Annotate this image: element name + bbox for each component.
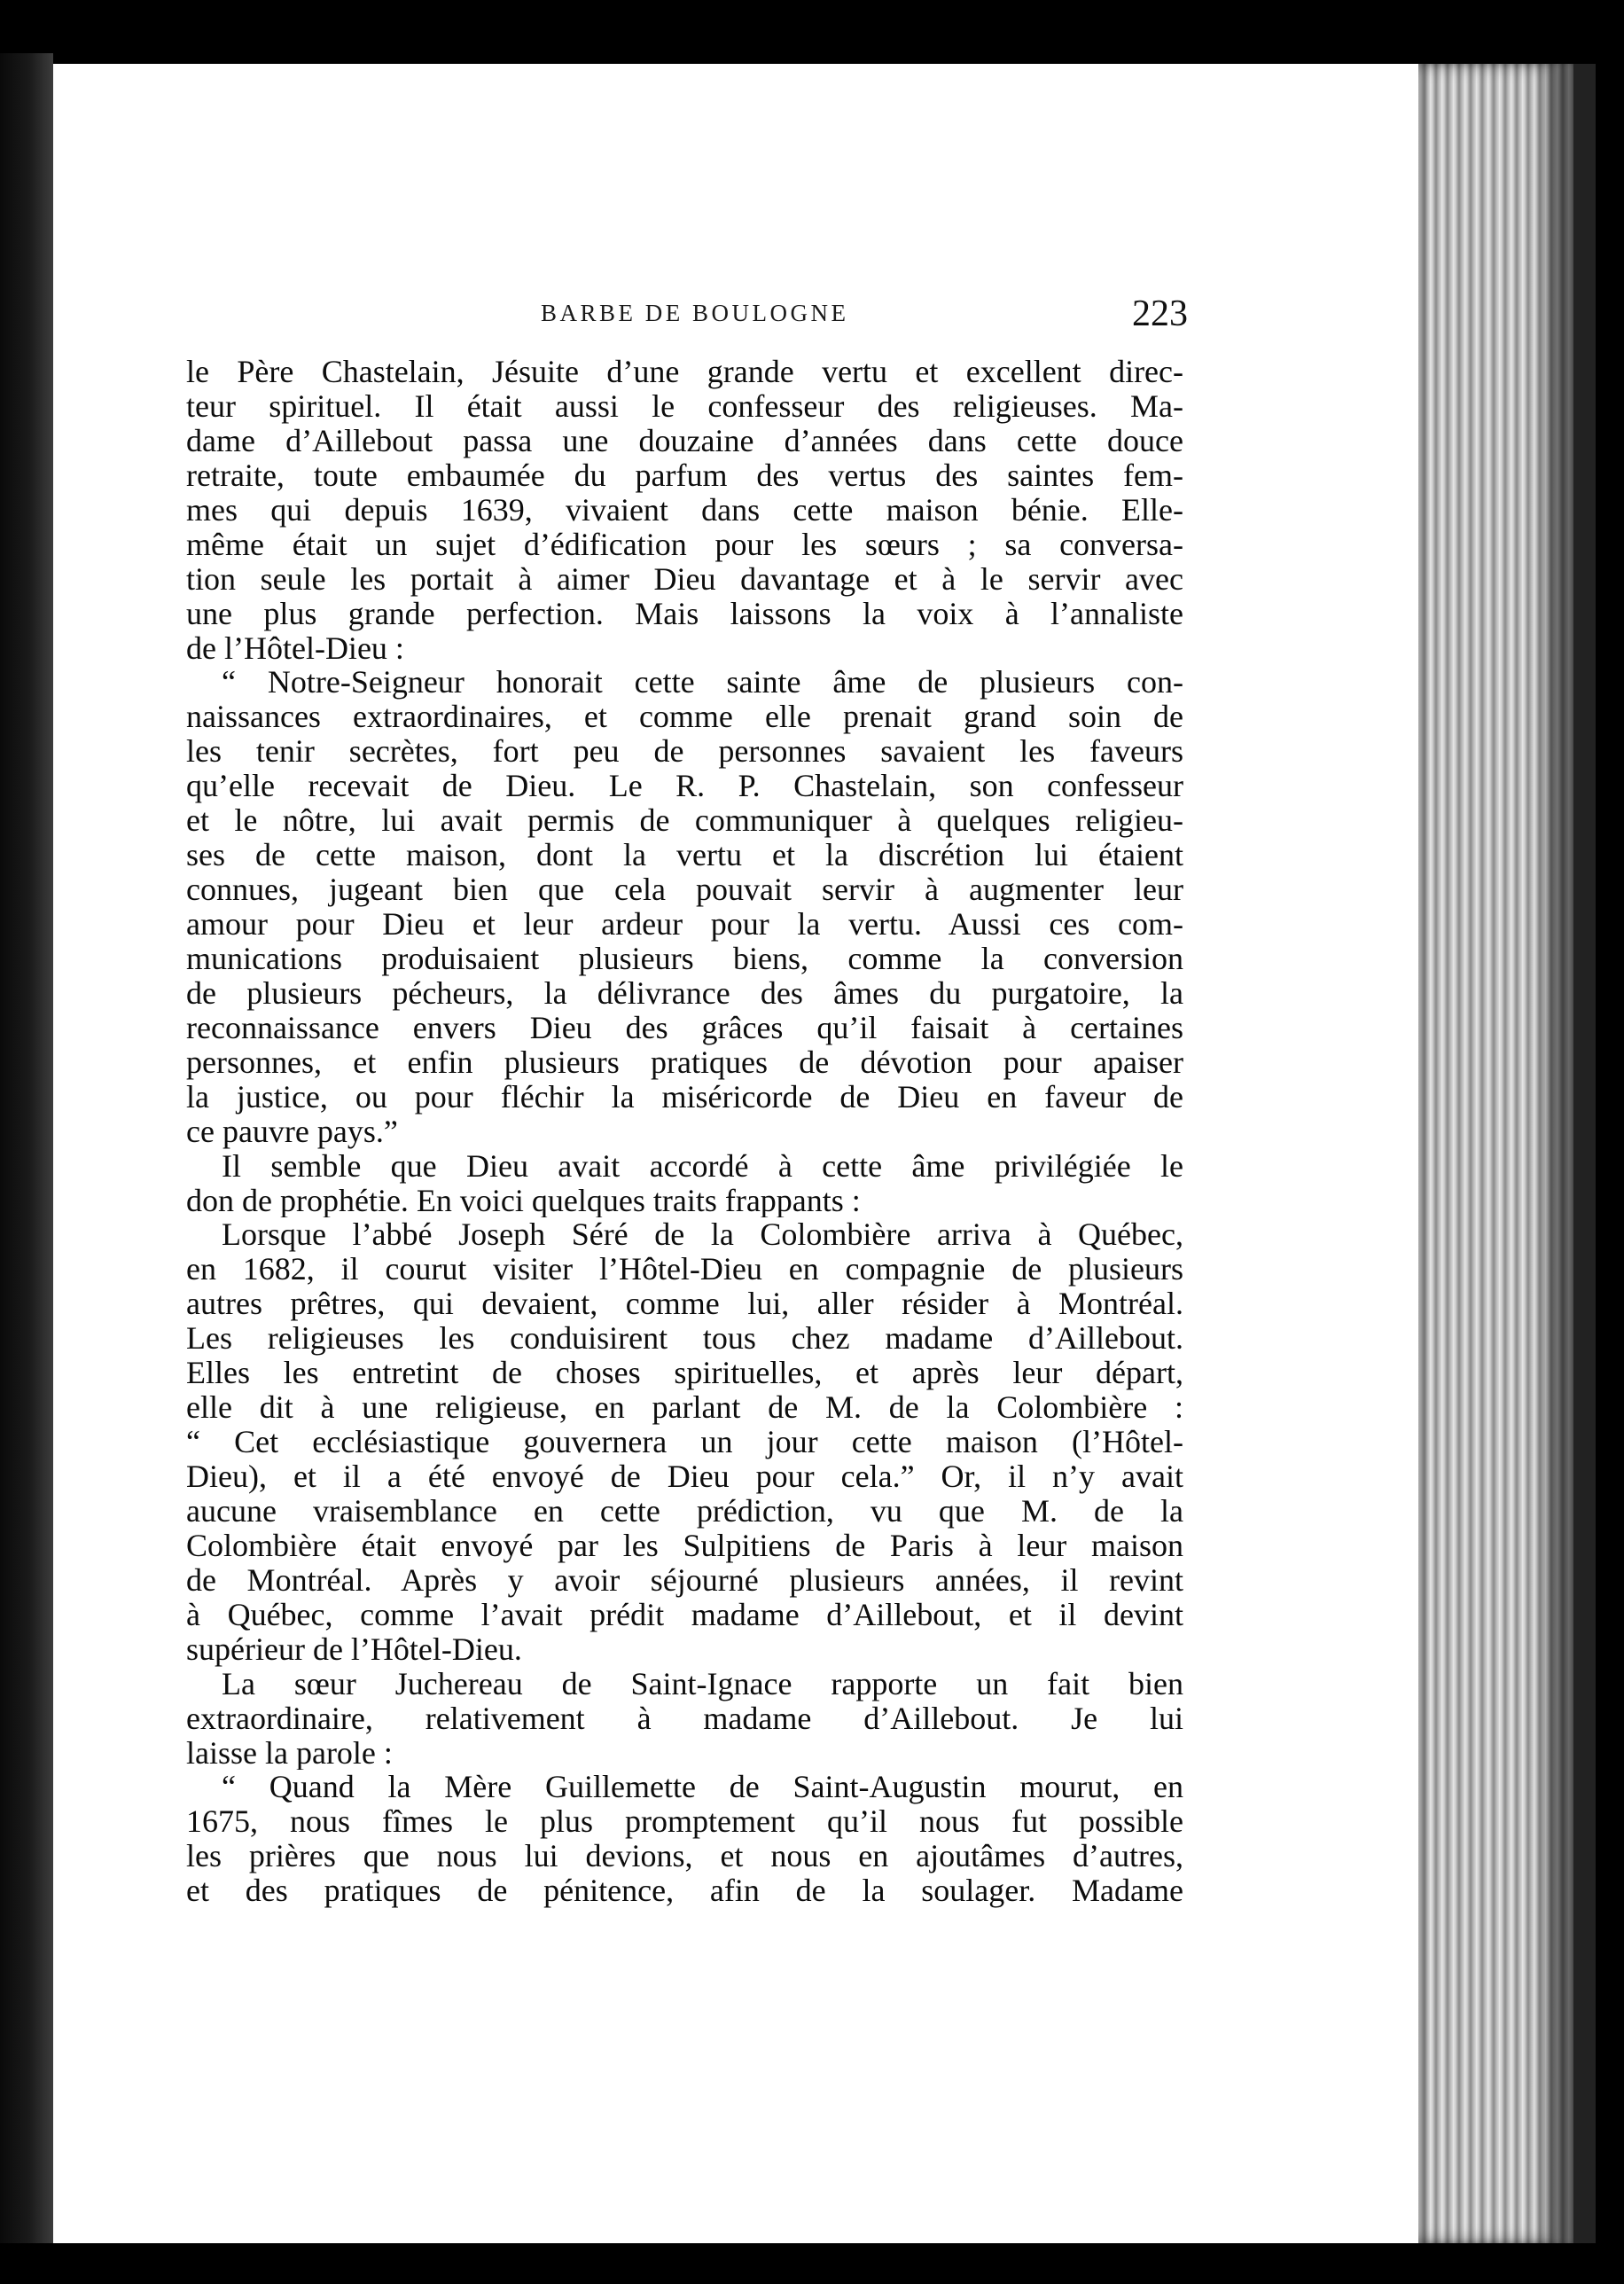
text-line: autres prêtres, qui devaient, comme lui, aller résider à Montréal. <box>186 1287 1183 1322</box>
text-line: les tenir secrètes, fort peu de personnes savaient les faveurs <box>186 734 1183 770</box>
book-edge-shadow <box>1573 64 1596 2243</box>
text-line: ce pauvre pays.” <box>186 1114 398 1149</box>
text-line: reconnaissance envers Dieu des grâces qu’il faisait à certaines <box>186 1010 1183 1045</box>
text-line: de Montréal. Après y avoir séjourné plusieurs années, il revint <box>186 1562 1183 1598</box>
text-line: Les religieuses les conduisirent tous chez madame d’Aillebout. <box>186 1321 1183 1357</box>
text-line: Lorsque l’abbé Joseph Séré de la Colombière arriva à Québec, <box>222 1217 1183 1253</box>
text-line: don de prophétie. En voici quelques traits frappants : <box>186 1183 861 1218</box>
text-line: “ Quand la Mère Guillemette de Saint-Augustin mourut, en <box>222 1770 1183 1805</box>
text-line: mes qui depuis 1639, vivaient dans cette maison bénie. Elle- <box>186 492 1183 528</box>
text-line: amour pour Dieu et leur ardeur pour la vertu. Aussi ces com- <box>186 907 1183 942</box>
text-line: extraordinaire, relativement à madame d’Aillebout. Je lui <box>186 1701 1183 1736</box>
text-line: même était un sujet d’édification pour les sœurs ; sa conversa- <box>186 527 1183 562</box>
page-number: 223 <box>1132 293 1188 334</box>
text-line: personnes, et enfin plusieurs pratiques de dévotion pour apaiser <box>186 1044 1183 1080</box>
text-line: et le nôtre, lui avait permis de communiquer à quelques religieu- <box>186 803 1183 839</box>
text-line: de plusieurs pécheurs, la délivrance des âmes du purgatoire, la <box>186 975 1183 1011</box>
text-line: une plus grande perfection. Mais laissons la voix à l’annaliste <box>186 596 1183 631</box>
text-line: teur spirituel. Il était aussi le confesseur des religieuses. Ma- <box>186 388 1183 424</box>
text-line: naissances extraordinaires, et comme elle prenait grand soin de <box>186 700 1183 735</box>
text-line: Dieu), et il a été envoyé de Dieu pour cela.” Or, il n’y avait <box>186 1459 1183 1494</box>
text-line: Colombière était envoyé par les Sulpitiens de Paris à leur maison <box>186 1528 1183 1563</box>
text-line: et des pratiques de pénitence, afin de la soulager. Madame <box>186 1873 1183 1909</box>
text-line: ses de cette maison, dont la vertu et la discrétion lui étaient <box>186 838 1183 873</box>
text-line: “ Notre-Seigneur honorait cette sainte âme de plusieurs con- <box>222 665 1183 700</box>
text-line: La sœur Juchereau de Saint-Ignace rapporte un fait bien <box>222 1666 1183 1701</box>
text-line: dame d’Aillebout passa une douzaine d’années dans cette douce <box>186 423 1183 458</box>
text-line: aucune vraisemblance en cette prédiction, vu que M. de la <box>186 1493 1183 1529</box>
text-line: supérieur de l’Hôtel-Dieu. <box>186 1631 522 1667</box>
text-line: munications produisaient plusieurs biens, comme la conversion <box>186 941 1183 976</box>
text-line: à Québec, comme l’avait prédit madame d’Aillebout, et il devint <box>186 1597 1183 1632</box>
text-line: retraite, toute embaumée du parfum des vertus des saintes fem- <box>186 458 1183 493</box>
body-text <box>186 355 1183 1908</box>
text-line: 1675, nous fîmes le plus promptement qu’il nous fut possible <box>186 1804 1183 1840</box>
running-title: BARBE DE BOULOGNE <box>541 300 849 326</box>
text-line: laisse la parole : <box>186 1735 393 1771</box>
text-line: qu’elle recevait de Dieu. Le R. P. Chastelain, son confesseur <box>186 769 1183 804</box>
text-line: la justice, ou pour fléchir la miséricorde de Dieu en faveur de <box>186 1079 1183 1115</box>
text-line: de l’Hôtel-Dieu : <box>186 630 404 666</box>
text-line: elle dit à une religieuse, en parlant de M. de la Colombière : <box>186 1390 1183 1426</box>
text-line: en 1682, il courut visiter l’Hôtel-Dieu en compagnie de plusieurs <box>186 1252 1183 1287</box>
text-line: tion seule les portait à aimer Dieu davantage et à le servir avec <box>186 561 1183 597</box>
text-line: Il semble que Dieu avait accordé à cette âme privilégiée le <box>222 1148 1183 1184</box>
text-line: le Père Chastelain, Jésuite d’une grande vertu et excellent direc- <box>186 355 1183 389</box>
left-page-shadow <box>0 53 53 2243</box>
running-header <box>173 293 1188 337</box>
text-line: les prières que nous lui devions, et nous en ajoutâmes d’autres, <box>186 1839 1183 1874</box>
text-line: connues, jugeant bien que cela pouvait servir à augmenter leur <box>186 872 1183 907</box>
book-page-edges <box>1418 64 1573 2243</box>
text-line: Elles les entretint de choses spirituelles, et après leur départ, <box>186 1356 1183 1391</box>
text-line: “ Cet ecclésiastique gouvernera un jour cette maison (l’Hôtel- <box>186 1425 1183 1459</box>
